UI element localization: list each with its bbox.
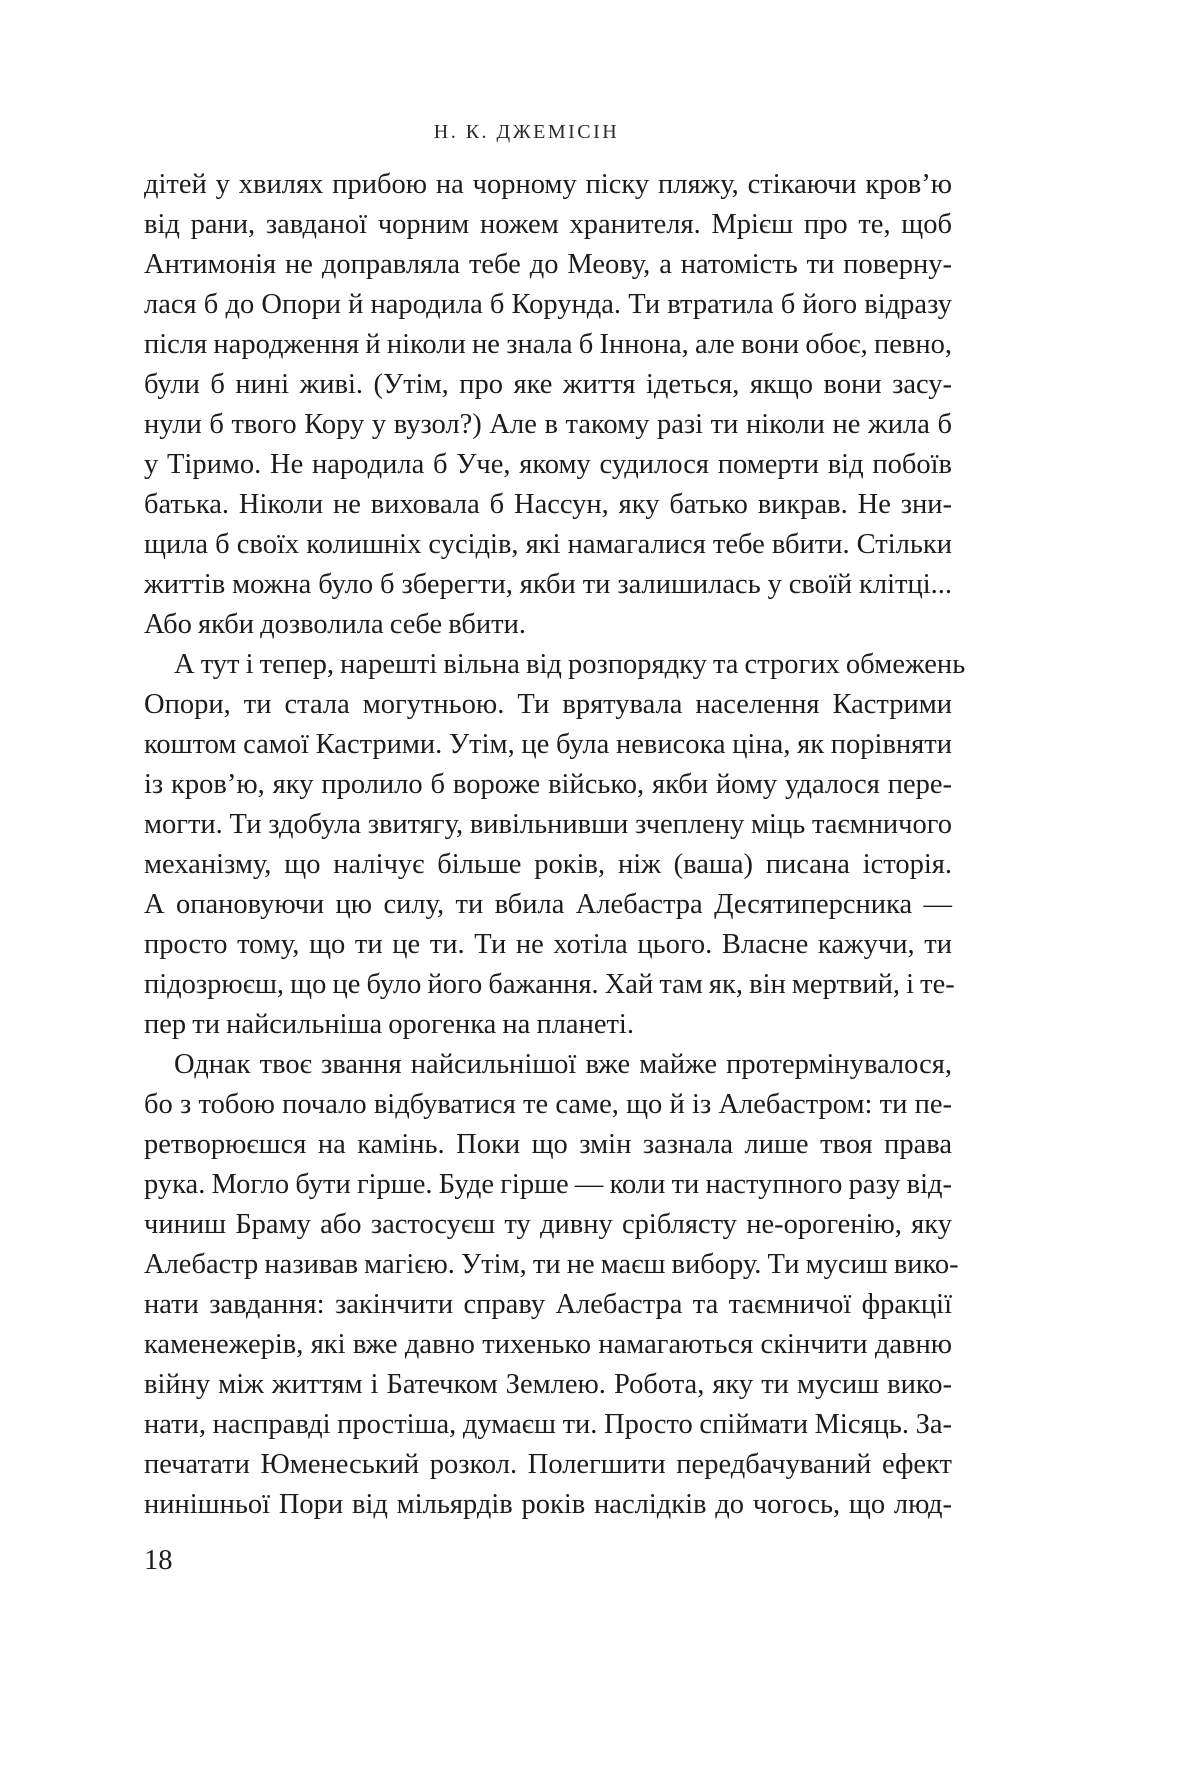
text-line: могти. Ти здобула звитягу, вивільнивши зчеплену міць таємничого <box>144 809 952 840</box>
text-line: печатати Юменеський розкол. Полегшити передбачуваний ефект <box>144 1449 952 1480</box>
text-line: лася б до Опори й народила б Корунда. Ти втратила б його відразу <box>144 289 952 320</box>
text-line: із кров’ю, яку пролило б вороже військо, якби йому удалося пере- <box>144 769 952 800</box>
text-line: життів можна було б зберегти, якби ти залишилась у своїй клітці... <box>144 569 952 600</box>
text-line: просто тому, що ти це ти. Ти не хотіла цього. Власне кажучи, ти <box>144 929 952 960</box>
text-line: пер ти найсильніша орогенка на планеті. <box>144 1009 634 1040</box>
running-head: Н. К. ДЖЕМІСІН <box>433 121 620 143</box>
text-line: батька. Ніколи не виховала б Нассун, яку батько викрав. Не зни- <box>144 489 952 520</box>
page-number: 18 <box>144 1545 173 1576</box>
text-line: Опори, ти стала могутньою. Ти врятувала населення Кастрими <box>144 689 952 720</box>
text-line: нати завдання: закінчити справу Алебастра та таємничої фракції <box>144 1289 952 1320</box>
text-line: бо з тобою почало відбуватися те саме, що й із Алебастром: ти пе- <box>144 1089 952 1120</box>
text-line: нати, насправді простіша, думаєш ти. Просто спіймати Місяць. За- <box>144 1409 952 1440</box>
text-line: нули б твого Кору у вузол?) Але в такому разі ти ніколи не жила б <box>144 409 952 440</box>
text-line: чиниш Браму або застосуєш ту дивну сріблясту не-орогенію, яку <box>144 1209 952 1240</box>
text-line: Однак твоє звання найсильнішої вже майже протермінувалося, <box>174 1049 952 1080</box>
text-line: ретворюєшся на камінь. Поки що змін зазнала лише твоя права <box>144 1129 952 1160</box>
text-line: каменежерів, які вже давно тихенько намагаються скінчити давню <box>144 1329 952 1360</box>
text-line: А тут і тепер, нарешті вільна від розпорядку та строгих обмежень <box>174 649 966 680</box>
text-line: підозрюєш, що це було його бажання. Хай там як, він мертвий, і те- <box>144 969 955 1000</box>
text-line: рука. Могло бути гірше. Буде гірше — коли ти наступного разу від- <box>144 1169 952 1200</box>
text-line: від рани, завданої чорним ножем хранителя. Мрієш про те, щоб <box>144 209 952 240</box>
text-line: у Тіримо. Не народила б Уче, якому судилося померти від побоїв <box>144 449 952 480</box>
text-line: дітей у хвилях прибою на чорному піску пляжу, стікаючи кров’ю <box>144 169 952 200</box>
text-line: А опановуючи цю силу, ти вбила Алебастра Десятиперсника — <box>144 889 952 920</box>
text-line: були б нині живі. (Утім, про яке життя ідеться, якщо вони засу- <box>144 369 952 400</box>
text-line: нинішньої Пори від мільярдів років наслідків до чогось, що люд- <box>144 1489 952 1520</box>
text-line: механізму, що налічує більше років, ніж (ваша) писана історія. <box>144 849 952 880</box>
text-line: Алебастр називав магією. Утім, ти не маєш вибору. Ти мусиш вико- <box>144 1249 959 1280</box>
text-line: Антимонія не доправляла тебе до Меову, а натомість ти поверну- <box>144 249 952 280</box>
text-line: війну між життям і Батечком Землею. Робота, яку ти мусиш вико- <box>144 1369 952 1400</box>
body-text <box>144 165 966 1525</box>
text-line: щила б своїх колишніх сусідів, які намагалися тебе вбити. Стільки <box>144 529 952 560</box>
text-line: коштом самої Кастрими. Утім, це була невисока ціна, як порівняти <box>144 729 952 760</box>
text-line: після народження й ніколи не знала б Іннона, але вони обоє, певно, <box>144 329 952 360</box>
text-line: Або якби дозволила себе вбити. <box>144 609 526 640</box>
